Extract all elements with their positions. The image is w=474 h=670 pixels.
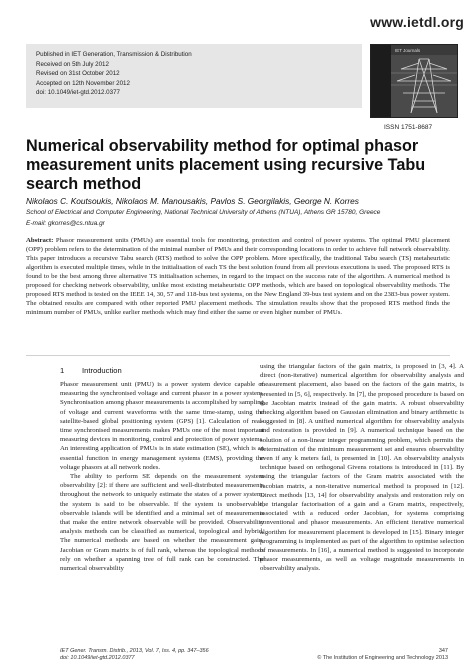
section-number: 1 [60,366,65,375]
column-left [60,380,264,643]
journal-cover-image [370,44,458,118]
accepted-date: Accepted on 12th November 2012 [36,79,130,87]
abstract-label: Abstract: [26,237,54,244]
pylon-icon [391,55,457,117]
footer-right [317,648,448,662]
footer-doi: doi: 10.1049/iet-gtd.2012.0377 [60,655,135,661]
issn: ISSN 1751-8687 [384,124,433,131]
abstract [26,236,450,341]
cover-strip [371,45,391,117]
site-url[interactable]: www.ietdl.org [370,14,464,30]
paragraph: Phasor measurement unit (PMU) is a power system device capable of measuring the synchronised voltage and current phasor in a power system. Synchronisation among phasor measurements is accomplished by sampling of voltage and current waveforms with the same time-stamp, using the satellite-based global positioning system (GPS) [1]. Calculation of real-time synchronised measurements makes PMUs one of the most important measuring devices in monitoring, control and protection of power systems. An interesting application of PMUs is in state estimation (SE), which is an essential function in energy management systems (EMS), providing the voltage phasors at all network nodes. [60,381,264,471]
received-date: Received on 5th July 2012 [36,60,109,68]
cover-brand: IET Journals [395,48,421,53]
column-right [260,362,464,643]
paragraph: using the triangular factors of the gain matrix, is proposed in [3, 4]. A direct (non-iterative) numerical algorithm for observability analysis and measurement placement, also based on the factors of the gain matrix, is presented in [5, 6], respectively. In [7], the proposed procedure is based on the Jacobian matrix instead of the gain matrix. A robust observability checking algorithm based on Gaussian elimination and binary arithmetic is suggested in [8]. A unified numerical algorithm for observability analysis and restoration is provided in [9]. A numerical technique based on the solution of a non-linear integer programming problem, which permits the determination of the minimum measurement set and ensures observability even if any k meters fail, is presented in [10]. An observability analysis technique based on orthogonal Givens rotations is introduced in [11]. By using the triangular factors of the Gram matrix associated with the Jacobian matrix, a non-iterative numerical method is proposed in [12]. Direct methods [13, 14] for observability analysis and restoration rely on the triangular factorisation of a gain and a Gram matrix, respectively, associated with a reduced order Jacobian, for systems comprising conventional and phasor measurements. An efficient iterative numerical algorithm for measurement placement is developed in [15]. Binary integer programming is implemented as part of the algorithm to optimise selection of measurements. In [16], a numerical method is suggested to incorporate phasor measurements, as well as voltage magnitude measurements in observability analysis. [260,363,464,573]
abstract-text: Phasor measurement units (PMUs) are essential tools for monitoring, protection and control of power systems. The optimal PMU placement (OPP) problem refers to the determination of the minimal number of PMUs and their corresponding locations in order to achieve full network observability. This paper introduces a recursive Tabu search (RTS) method to solve the OPP problem. More specifically, the traditional Tabu search (TS) metaheuristic algorithm is executed multiple times, while in the initialisation of each TS the best solution found from all previous executions is used. The proposed RTS is found to be the best among three alternative TS initialisation schemes, in regard to the impact on the success rate of the algorithm. A numerical method is proposed for checking network observability, unlike most existing metaheuristic OPP methods, which are based on topological observability methods. The proposed RTS method is tested on the IEEE 14, 30, 57 and 118-bus test systems, on the New England 39-bus test system and on the 2383-bus power system. The obtained results are compared with other reported PMU placement methods. The simulation results show that the proposed RTS method finds the minimum number of PMUs, unlike earlier methods which may find either the same or even higher number of PMUs. [26,237,450,316]
email[interactable]: E-mail: gkorres@cs.ntua.gr [26,220,105,227]
publication-info-box [26,44,362,108]
doi: doi: 10.1049/iet-gtd.2012.0377 [36,89,120,97]
section-title: Introduction [82,366,122,375]
revised-date: Revised on 31st October 2012 [36,70,120,78]
divider [26,355,450,356]
published-in: Published in IET Generation, Transmission & Distribution [36,51,192,58]
footer-journal: IET Gener. Transm. Distrib., 2013, Vol. 7, Iss. 4, pp. 347–356 [60,648,209,654]
page-number: 347 [438,648,448,654]
authors: Nikolaos C. Koutsoukis, Nikolaos M. Manousakis, Pavlos S. Georgilakis, George N. Korres [26,196,359,206]
paper-title: Numerical observability method for optimal phasor measurement units placement using recursive Tabu search method [26,137,426,193]
affiliation: School of Electrical and Computer Engineering, National Technical University of Athens (NTUA), Athens GR 15780, Greece [26,209,381,216]
copyright: © The Institution of Engineering and Technology 2013 [317,655,448,661]
paragraph: The ability to perform SE depends on the measurement system observability [2]: if there are sufficient and well-distributed measurements throughout the network to uniquely estimate the states of a power system, the system is said to be observable. If the system is unobservable, observable islands will be identified and a minimal set of measurements that make the entire network observable will be provided. Observability analysis methods can be classified as numerical, topological and hybrid. The numerical methods are based on whether the measurement gain, Jacobian or Gram matrix is of full rank, whereas the topological methods rely on whether a spanning tree of full rank can be constructed. The numerical observability [60,473,264,573]
footer-citation [60,648,209,662]
